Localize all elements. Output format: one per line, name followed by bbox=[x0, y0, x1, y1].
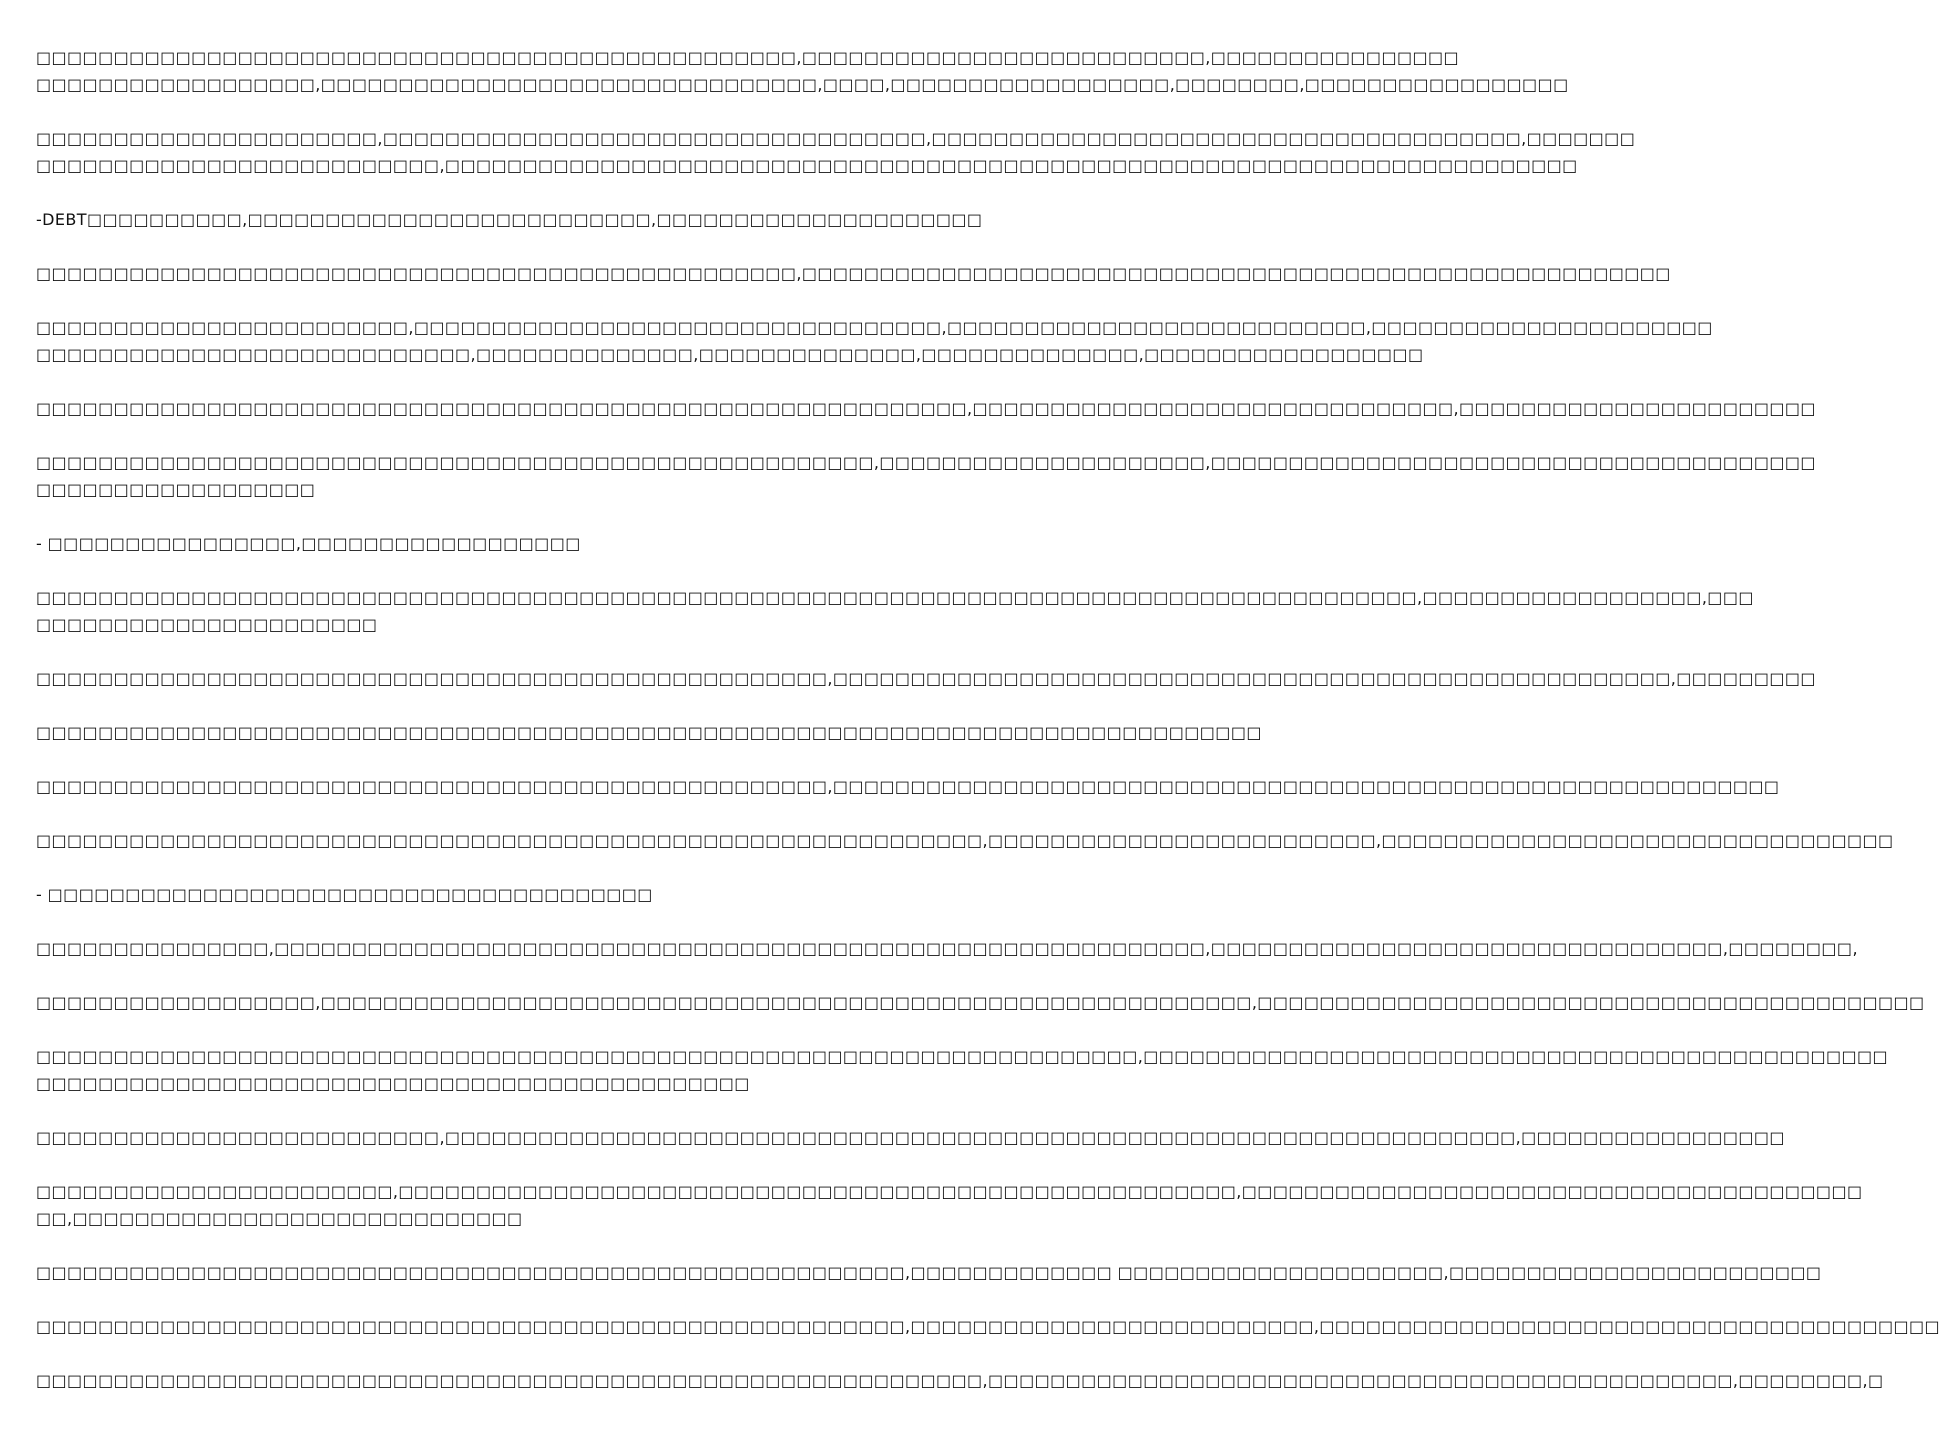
paragraph: □□□□□□□□□□□□□□□□□□□□□□□□□□□□□□□□□□□□□□□□□□□□□□□□□□□□□□□□,□□□□□□□□□□□□□ □□□□□□□□□□□□□□□□□□□□□,□□□□□□□□□□□□□□□□□□□□□□□□ bbox=[36, 1263, 1822, 1282]
paragraph: □□□□□□□□□□□□□□□□□□□□□□□□□□□□□□□□□□□□□□□□□□□□□□□□□□□,□□□□□□□□□□□□□□□□□□□□□□□□□□□□□□□□□□□□□□□□□□□□□□□□□□□□□□,□□□□□□□□□ bbox=[36, 669, 1816, 688]
paragraph: -DEBT□□□□□□□□□□,□□□□□□□□□□□□□□□□□□□□□□□□□□,□□□□□□□□□□□□□□□□□□□□□ bbox=[36, 210, 983, 229]
paragraph: □□□□□□□□□□□□□□□□□□□□□□□□□□□□□□□□□□□□□□□□□□□□□□□□□□□□□□□□□□□□□□□□□□□□□□□□□□□□□□□ bbox=[36, 723, 1262, 742]
paragraph: □□□□□□□□□□□□□□□□□□□□□□□□□□□□□□□□□□□□□□□□□□□□□□□□□,□□□□□□□□□□□□□□□□□□□□□□□□□□,□□□□□□□□□□□□□□□□ □□□□□□□□□□□□□□□□□□,□□□□□□□□□□□□□□□□□□□□□□□□□□□□□□□□,□□□□,□□□□□□□□□□□□□□□□□□,□□□□□□□□,□□□□□□□□□□□□□□□□□ bbox=[36, 48, 1569, 94]
paragraph: □□□□□□□□□□□□□□□□□□□□□□□□□□□□□□□□□□□□□□□□□□□□□□□□□□□,□□□□□□□□□□□□□□□□□□□□□□□□□□□□□□□□□□□□□□□□□□□□□□□□□□□□□□□□□□□□□ bbox=[36, 777, 1780, 796]
paragraph: □□□□□□□□□□□□□□□□□□□□□□□□□□□□□□□□□□□□□□□□□□□□□□□□□□□□□□□□□□□□□□□□□□□□□□□□□□□□□□□□□□□□□□□□□,□□□□□□□□□□□□□□□□□□,□□□ □□□□□□□□□□□□□□□□□□□□□□ bbox=[36, 588, 1754, 634]
paragraph: □□□□□□□□□□□□□□□□□□□□□□□□□□□□□□□□□□□□□□□□□□□□□□□□□□□□□□□□□□□□□,□□□□□□□□□□□□□□□□□□□□□□□□□□□□□□□□□□□□□□□□□□□□□□□□,□□□□□□□□,□ bbox=[36, 1371, 1884, 1390]
paragraph: □□□□□□□□□□□□□□□□□□□□□□,□□□□□□□□□□□□□□□□□□□□□□□□□□□□□□□□□□□,□□□□□□□□□□□□□□□□□□□□□□□□□□□□□□□□□□□□□□,□□□□□□□ □□□□□□□□□□□□□□□□□□□□□□□□□□,□□□□□□□□□□□□□□□□□□□□□□□□□□□□□□□□□□□□□□□□□□□□□□□□□□□□□□□□□□□□□□□□□□□□□□□□□ bbox=[36, 129, 1636, 175]
paragraph: □□□□□□□□□□□□□□□□□□□□□□□□□□□□□□□□□□□□□□□□□□□□□□□□□□□□□□□□□□□□,□□□□□□□□□□□□□□□□□□□□□□□□□□□□□□□,□□□□□□□□□□□□□□□□□□□□□□□ bbox=[36, 399, 1816, 418]
paragraph: □□□□□□□□□□□□□□□□□□□□□□□□□□□□□□□□□□□□□□□□□□□□□□□□□□□□□□,□□□□□□□□□□□□□□□□□□□□□,□□□□□□□□□□□□□□□□□□□□□□□□□□□□□□□□□□□□□□□ □□□□□□□□□□□□□□□□□□ bbox=[36, 453, 1816, 499]
paragraph: □□□□□□□□□□□□□□□□□□□□□□□□□□□□□□□□□□□□□□□□□□□□□□□□□,□□□□□□□□□□□□□□□□□□□□□□□□□□□□□□□□□□□□□□□□□□□□□□□□□□□□□□□□ bbox=[36, 264, 1671, 283]
paragraph: □□□□□□□□□□□□□□□□□□□□□□□□□□□□□□□□□□□□□□□□□□□□□□□□□□□□□□□□□□□□□□□□□□□□□□□,□□□□□□□□□□□□□□□□□□□□□□□□□□□□□□□□□□□□□□□□□□□□□□□□ □□□□□□□□□□□□□□□□□□□□□□□□□□□□□□□□□□□□□□□□□□□□□□ bbox=[36, 1047, 1889, 1093]
paragraph: □□□□□□□□□□□□□□□□□□□□□□□□□□□□□□□□□□□□□□□□□□□□□□□□□□□□□□□□□□□□□,□□□□□□□□□□□□□□□□□□□□□□□□□,□□□□□□□□□□□□□□□□□□□□□□□□□□□□□□□□□ bbox=[36, 831, 1894, 850]
bullet-item: - □□□□□□□□□□□□□□□□,□□□□□□□□□□□□□□□□□□ bbox=[36, 534, 581, 553]
bullet-item: - □□□□□□□□□□□□□□□□□□□□□□□□□□□□□□□□□□□□□□□ bbox=[36, 885, 653, 904]
paragraph: □□□□□□□□□□□□□□□□□□,□□□□□□□□□□□□□□□□□□□□□□□□□□□□□□□□□□□□□□□□□□□□□□□□□□□□□□□□□□□□,□□□□□□□□□□□□□□□□□□□□□□□□□□□□□□□□□□□□□□□□□□□ bbox=[36, 993, 1925, 1012]
paragraph: □□□□□□□□□□□□□□□□□□□□□□□□□□,□□□□□□□□□□□□□□□□□□□□□□□□□□□□□□□□□□□□□□□□□□□□□□□□□□□□□□□□□□□□□□□□□□□□□,□□□□□□□□□□□□□□□□□ bbox=[36, 1128, 1785, 1147]
paragraph: □□□□□□□□□□□□□□□□□□□□□□□□,□□□□□□□□□□□□□□□□□□□□□□□□□□□□□□□□□□,□□□□□□□□□□□□□□□□□□□□□□□□□□□,□□□□□□□□□□□□□□□□□□□□□□ □□□□□□□□□□□□□□□□□□□□□□□□□□□□,□□□□□□□□□□□□□□,□□□□□□□□□□□□□□,□□□□□□□□□□□□□□,□□□□□□□□□□□□□□□□□□ bbox=[36, 318, 1713, 364]
paragraph: □□□□□□□□□□□□□□□□□□□□□□□,□□□□□□□□□□□□□□□□□□□□□□□□□□□□□□□□□□□□□□□□□□□□□□□□□□□□□□,□□□□□□□□□□□□□□□□□□□□□□□□□□□□□□□□□□□□□□□□ □□,□□□□□□□□□□□□□□□□□□□□□□□□□□□□□ bbox=[36, 1182, 1863, 1228]
paragraph: □□□□□□□□□□□□□□□□□□□□□□□□□□□□□□□□□□□□□□□□□□□□□□□□□□□□□□□□,□□□□□□□□□□□□□□□□□□□□□□□□□□,□□□□□□□□□□□□□□□□□□□□□□□□□□□□□□□□□□□□□□□□ bbox=[36, 1317, 1940, 1336]
paragraph: □□□□□□□□□□□□□□□,□□□□□□□□□□□□□□□□□□□□□□□□□□□□□□□□□□□□□□□□□□□□□□□□□□□□□□□□□□□□,□□□□□□□□□□□□□□□□□□□□□□□□□□□□□□□□□,□□□□□□□□, bbox=[36, 939, 1858, 958]
document-body bbox=[36, 44, 1940, 1421]
